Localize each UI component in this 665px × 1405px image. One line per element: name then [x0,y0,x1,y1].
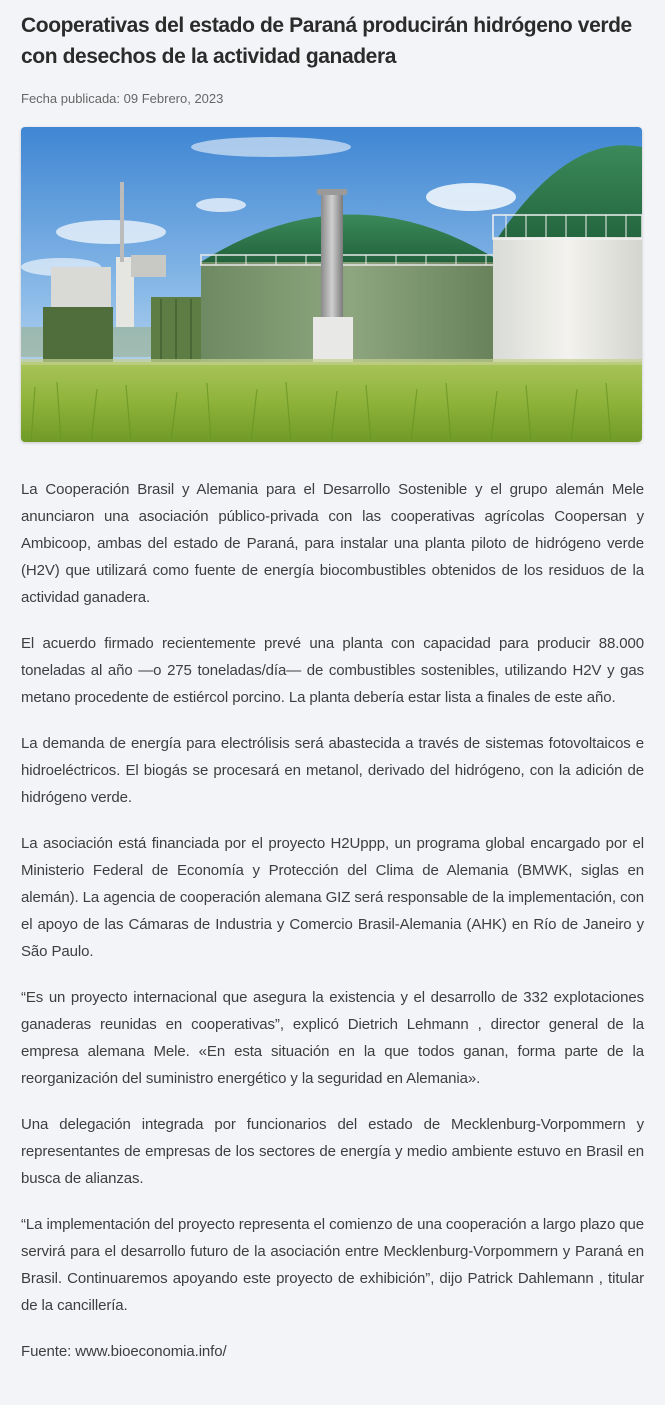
article-photo [21,127,642,442]
source-line: Fuente: www.bioeconomia.info/ [21,1343,227,1360]
paragraph: Una delegación integrada por funcionarios del estado de Mecklenburg-Vorpommern y representantes de empresas de los sectores de energía y medio ambiente estuvo en Brasil en busca de alianzas. [21,1116,644,1187]
paragraph: El acuerdo firmado recientemente prevé una planta con capacidad para producir 88.000 toneladas al año —o 275 toneladas/día— de combustibles sostenibles, utilizando H2V y gas metano procedente de estiércol porcino. La planta debería estar lista a finales de este año. [21,635,644,706]
biogas-plant-photo [21,127,642,442]
article-title: Cooperativas del estado de Paraná producirán hidrógeno verde con desechos de la actividad ganadera [21,14,632,68]
publish-date-label: Fecha publicada: [21,91,121,106]
paragraph: La demanda de energía para electrólisis será abastecida a través de sistemas fotovoltaicos e hidroeléctricos. El biogás se procesará en metanol, derivado del hidrógeno, con la adición de hidrógeno verde. [21,735,644,806]
article-body [21,476,644,1365]
paragraph: La asociación está financiada por el proyecto H2Uppp, un programa global encargado por el Ministerio Federal de Economía y Protección del Clima de Alemania (BMWK, siglas en alemán). La agencia de cooperación alemana GIZ será responsable de la implementación, con el apoyo de las Cámaras de Industria y Comercio Brasil-Alemania (AHK) en Río de Janeiro y São Paulo. [21,835,644,960]
paragraph: “Es un proyecto internacional que asegura la existencia y el desarrollo de 332 explotaciones ganaderas reunidas en cooperativas”, explicó Dietrich Lehmann , director general de la empresa alemana Mele. «En esta situación en la que todos ganan, forma parte de la reorganización del suministro energético y la seguridad en Alemania». [21,989,644,1087]
publish-date [21,91,644,109]
paragraph: “La implementación del proyecto representa el comienzo de una cooperación a largo plazo que servirá para el desarrollo futuro de la asociación entre Mecklenburg-Vorpommern y Paraná en Brasil. Continuaremos apoyando este proyecto de exhibición”, dijo Patrick Dahlemann , titular de la cancillería. [21,1216,644,1314]
publish-date-value: 09 Febrero, 2023 [123,91,224,106]
paragraph: La Cooperación Brasil y Alemania para el Desarrollo Sostenible y el grupo alemán Mele anunciaron una asociación público-privada con las cooperativas agrícolas Coopersan y Ambicoop, ambas del estado de Paraná, para instalar una planta piloto de hidrógeno verde (H2V) que utilizará como fuente de energía biocombustibles obtenidos de los residuos de la actividad ganadera. [21,481,644,606]
